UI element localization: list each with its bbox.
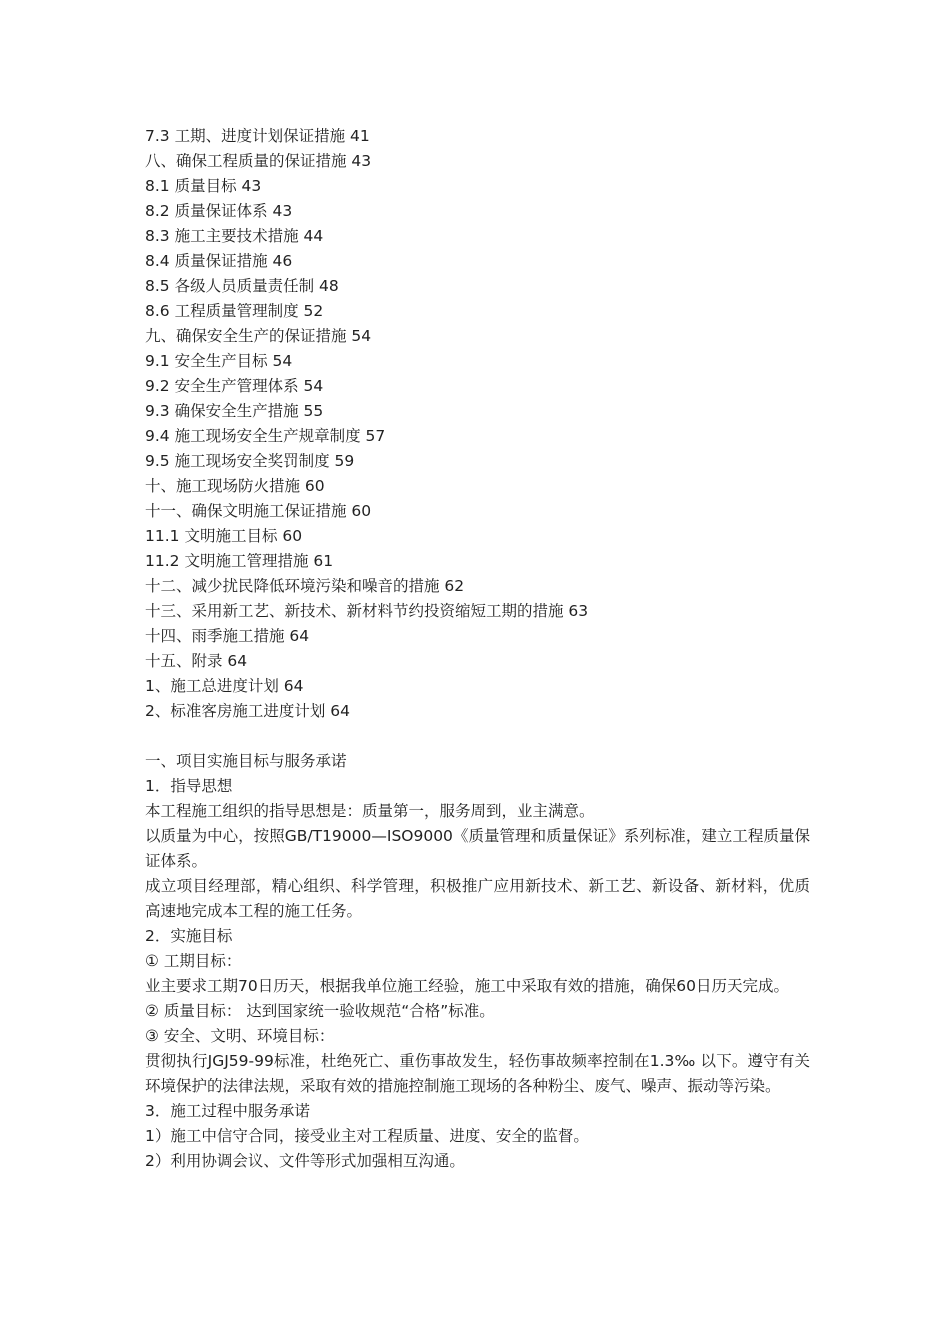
toc-entry: 9.1 安全生产目标 54 (145, 352, 293, 370)
goal-heading: ② 质量目标： 达到国家统一验收规范“合格”标准。 (145, 1002, 495, 1020)
toc-entry: 8.4 质量保证措施 46 (145, 252, 293, 270)
toc-entry: 11.2 文明施工管理措施 61 (145, 552, 334, 570)
toc-entry: 十二、减少扰民降低环境污染和噪音的措施 62 (145, 577, 465, 595)
toc-entry: 8.5 各级人员质量责任制 48 (145, 277, 339, 295)
document-body (145, 749, 810, 1174)
toc-entry: 9.5 施工现场安全奖罚制度 59 (145, 452, 355, 470)
toc-entry: 7.3 工期、进度计划保证措施 41 (145, 127, 370, 145)
spacer (145, 724, 810, 749)
toc-entry: 十、施工现场防火措施 60 (145, 477, 325, 495)
paragraph: 2）利用协调会议、文件等形式加强相互沟通。 (145, 1152, 465, 1170)
toc-entry: 9.2 安全生产管理体系 54 (145, 377, 324, 395)
toc-entry: 11.1 文明施工目标 60 (145, 527, 303, 545)
table-of-contents (145, 124, 810, 724)
subsection-heading: 1．指导思想 (145, 777, 233, 795)
toc-entry: 十三、采用新工艺、新技术、新材料节约投资缩短工期的措施 63 (145, 602, 589, 620)
toc-entry: 8.3 施工主要技术措施 44 (145, 227, 324, 245)
toc-entry: 9.4 施工现场安全生产规章制度 57 (145, 427, 386, 445)
paragraph: 贯彻执行JGJ59-99标准，杜绝死亡、重伤事故发生，轻伤事故频率控制在1.3‰ 以下。遵守有关环境保护的法律法规，采取有效的措施控制施工现场的各种粉尘、废气、噪声、振动等污染。 (145, 1052, 810, 1095)
toc-entry: 8.6 工程质量管理制度 52 (145, 302, 324, 320)
toc-entry: 十一、确保文明施工保证措施 60 (145, 502, 372, 520)
toc-entry: 九、确保安全生产的保证措施 54 (145, 327, 372, 345)
toc-entry: 十五、附录 64 (145, 652, 248, 670)
goal-heading: ① 工期目标： (145, 952, 242, 970)
toc-entry: 十四、雨季施工措施 64 (145, 627, 310, 645)
subsection-heading: 2．实施目标 (145, 927, 233, 945)
toc-entry: 8.1 质量目标 43 (145, 177, 262, 195)
paragraph: 1）施工中信守合同，接受业主对工程质量、进度、安全的监督。 (145, 1127, 589, 1145)
toc-entry: 1、施工总进度计划 64 (145, 677, 304, 695)
toc-entry: 八、确保工程质量的保证措施 43 (145, 152, 372, 170)
paragraph: 以质量为中心，按照GB/T19000—ISO9000《质量管理和质量保证》系列标准，建立工程质量保证体系。 (145, 827, 810, 870)
goal-heading: ③ 安全、文明、环境目标： (145, 1027, 335, 1045)
paragraph: 本工程施工组织的指导思想是：质量第一，服务周到，业主满意。 (145, 802, 595, 820)
subsection-heading: 3．施工过程中服务承诺 (145, 1102, 310, 1120)
toc-entry: 9.3 确保安全生产措施 55 (145, 402, 324, 420)
document-page (145, 124, 810, 1174)
toc-entry: 2、标准客房施工进度计划 64 (145, 702, 351, 720)
paragraph: 成立项目经理部，精心组织、科学管理，积极推广应用新技术、新工艺、新设备、新材料，优质高速地完成本工程的施工任务。 (145, 877, 810, 920)
paragraph: 业主要求工期70日历天，根据我单位施工经验，施工中采取有效的措施，确保60日历天完成。 (145, 977, 789, 995)
toc-entry: 8.2 质量保证体系 43 (145, 202, 293, 220)
section-heading: 一、项目实施目标与服务承诺 (145, 752, 347, 770)
